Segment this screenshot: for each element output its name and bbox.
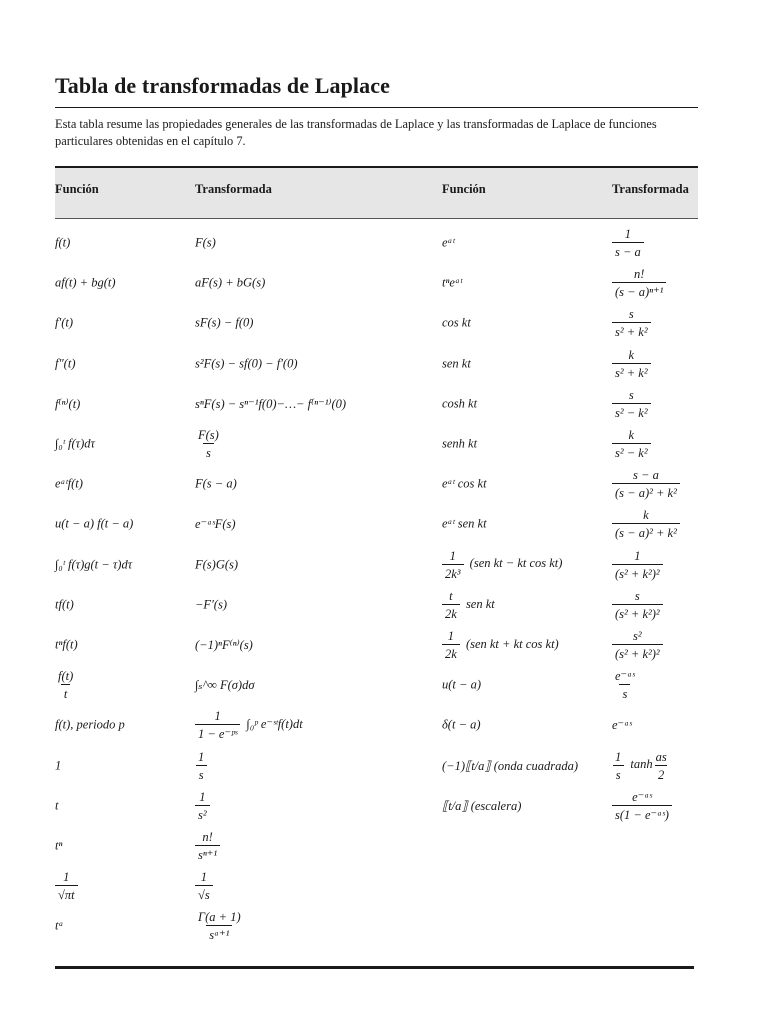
- left-function-14: [55, 798, 58, 813]
- right-function-8-fraction: [442, 549, 464, 581]
- right-function-12-text: δ(t − a): [442, 717, 481, 732]
- right-function-9-fraction: [442, 589, 460, 621]
- left-transform-7: [195, 516, 236, 532]
- right-transform-4-fraction-denominator: s² − k²: [612, 403, 651, 420]
- left-transform-12-fraction-denominator: 1 − e⁻ᵖˢ: [195, 724, 240, 741]
- right-function-9-fraction-denominator: 2k: [442, 604, 460, 621]
- left-function-11: [55, 669, 76, 701]
- left-function-16: [55, 870, 78, 902]
- left-transform-16-fraction-numerator: 1: [200, 870, 207, 885]
- right-function-9: [442, 589, 495, 621]
- left-function-2-text: f′(t): [55, 315, 74, 330]
- left-function-15-text: tⁿ: [55, 838, 63, 853]
- right-transform-9: [612, 589, 663, 621]
- right-function-9-tail: sen kt: [462, 596, 495, 611]
- right-transform-1-fraction-denominator: (s − a)ⁿ⁺¹: [612, 282, 666, 299]
- left-transform-15-fraction: [195, 830, 220, 862]
- left-transform-4: [195, 396, 346, 412]
- right-function-8-fraction-denominator: 2k³: [442, 564, 464, 581]
- right-transform-0-fraction-denominator: s − a: [612, 242, 644, 259]
- left-function-14-text: t: [55, 798, 59, 813]
- right-transform-11-fraction-denominator: s: [619, 684, 630, 701]
- left-function-17: [55, 919, 63, 934]
- left-transform-14-fraction: [195, 790, 210, 822]
- right-transform-13: [612, 750, 670, 782]
- right-transform-5-fraction: [612, 428, 651, 460]
- header-funcion-left: Función: [55, 182, 99, 196]
- right-transform-3-fraction-numerator: k: [628, 347, 635, 362]
- right-transform-12-text: e⁻ᵃˢ: [612, 718, 632, 733]
- left-function-10-text: tⁿf(t): [55, 637, 78, 652]
- right-transform-14-fraction: [612, 790, 672, 822]
- right-transform-13-tail: tanh: [627, 757, 653, 772]
- right-transform-9-fraction-numerator: s: [634, 588, 640, 603]
- right-function-8-fraction-numerator: 1: [449, 548, 456, 563]
- left-function-11-fraction-denominator: t: [61, 684, 70, 701]
- left-transform-9-text: −F′(s): [195, 597, 227, 612]
- left-function-6-text: eᵃᵗf(t): [55, 476, 83, 491]
- right-transform-2-fraction-numerator: s: [628, 307, 634, 322]
- right-function-14: [442, 798, 521, 814]
- right-transform-3-fraction-denominator: s² + k²: [612, 363, 651, 380]
- header-transformada-left: Transformada: [195, 182, 272, 196]
- left-function-16-fraction: [55, 870, 78, 902]
- left-transform-3-text: s²F(s) − sf(0) − f′(0): [195, 356, 298, 371]
- left-function-9-text: tf(t): [55, 597, 74, 612]
- right-transform-8: [612, 549, 663, 581]
- right-transform-5-fraction-numerator: k: [628, 428, 635, 442]
- right-transform-14-fraction-numerator: e⁻ᵃˢ: [632, 789, 652, 804]
- left-transform-13-fraction: [195, 750, 207, 782]
- right-transform-1: [612, 267, 666, 299]
- left-transform-2-text: sF(s) − f(0): [195, 315, 254, 330]
- left-transform-14-fraction-numerator: 1: [199, 789, 206, 804]
- left-function-13: [55, 758, 61, 773]
- right-function-4-text: cosh kt: [442, 396, 478, 411]
- right-transform-1-fraction-numerator: n!: [634, 267, 645, 282]
- right-transform-6: [612, 468, 680, 500]
- left-transform-0-text: F(s): [195, 235, 216, 250]
- right-transform-9-fraction: [612, 589, 663, 621]
- right-transform-2-fraction: [612, 307, 651, 339]
- left-transform-12-fraction: [195, 709, 240, 741]
- right-transform-4-fraction-numerator: s: [628, 387, 634, 402]
- right-function-6-text: eᵃᵗ cos kt: [442, 476, 487, 491]
- left-transform-6-text: F(s − a): [195, 476, 237, 491]
- right-function-9-fraction-numerator: t: [449, 588, 453, 603]
- left-transform-2: [195, 316, 253, 331]
- right-transform-2-fraction-denominator: s² + k²: [612, 322, 651, 339]
- left-function-2: [55, 316, 73, 331]
- right-transform-2: [612, 307, 651, 339]
- left-transform-6: [195, 477, 237, 492]
- right-transform-13-fraction: [612, 750, 624, 782]
- right-transform-13-fraction-denominator: s: [613, 765, 624, 782]
- right-transform-14: [612, 790, 672, 822]
- right-function-4: [442, 396, 477, 411]
- right-transform-14-fraction-denominator: s(1 − e⁻ᵃˢ): [612, 805, 672, 822]
- right-function-6: [442, 477, 487, 492]
- intro-paragraph: Esta tabla resume las propiedades generales de las transformadas de Laplace y las transformadas de Laplace de funciones particulares obtenidas en el capítulo 7.: [55, 117, 657, 148]
- left-transform-10: [195, 637, 253, 653]
- left-function-7-text: u(t − a) f(t − a): [55, 516, 134, 531]
- right-transform-10: [612, 629, 663, 661]
- left-transform-1-text: aF(s) + bG(s): [195, 275, 266, 290]
- header-transformada-right: Transformada: [612, 182, 689, 196]
- left-transform-5: [195, 428, 222, 460]
- bottom-rule: [55, 966, 694, 969]
- right-function-10-fraction-denominator: 2k: [442, 644, 460, 661]
- right-function-0: [442, 236, 455, 251]
- left-transform-8: [195, 557, 238, 572]
- left-function-8-text: ∫₀ᵗ f(τ)g(t − τ)dτ: [55, 557, 133, 572]
- right-transform-4: [612, 388, 651, 420]
- right-transform-8-fraction-numerator: 1: [634, 548, 641, 563]
- right-function-11-text: u(t − a): [442, 677, 481, 692]
- left-transform-17-fraction-numerator: Γ(a + 1): [198, 910, 241, 925]
- right-transform-6-fraction-denominator: (s − a)² + k²: [612, 483, 680, 500]
- right-function-2-text: cos kt: [442, 315, 471, 330]
- left-transform-15: [195, 830, 220, 862]
- header-funcion-right: Función: [442, 182, 486, 196]
- left-transform-5-fraction-denominator: s: [203, 443, 214, 460]
- left-transform-15-fraction-denominator: sⁿ⁺¹: [195, 845, 220, 862]
- left-function-1-text: af(t) + bg(t): [55, 275, 116, 290]
- left-transform-11: [195, 677, 255, 693]
- left-transform-14-fraction-denominator: s²: [195, 805, 210, 822]
- left-transform-12-tail: ∫₀ᵖ e⁻ˢᵗf(t)dt: [243, 717, 303, 732]
- right-transform-3: [612, 348, 651, 380]
- left-transform-0: [195, 236, 216, 251]
- left-function-1: [55, 276, 116, 291]
- left-function-12-text: f(t), periodo p: [55, 717, 125, 732]
- right-function-3: [442, 356, 471, 371]
- right-transform-4-fraction: [612, 388, 651, 420]
- left-function-6: [55, 477, 83, 492]
- left-transform-3: [195, 356, 298, 371]
- left-function-0: [55, 236, 70, 251]
- right-transform-8-fraction-denominator: (s² + k²)²: [612, 564, 663, 581]
- right-transform-0-fraction-numerator: 1: [624, 227, 632, 241]
- right-function-5: [442, 437, 477, 452]
- right-function-10-fraction: [442, 629, 460, 661]
- right-transform-11-fraction-numerator: e⁻ᵃˢ: [615, 669, 635, 684]
- table-header: [55, 166, 698, 219]
- right-function-13: [442, 758, 578, 774]
- left-transform-16-fraction: [195, 870, 213, 902]
- left-transform-7-text: e⁻ᵃˢF(s): [195, 517, 236, 532]
- right-transform-1-fraction: [612, 267, 666, 299]
- right-transform-7-fraction-denominator: (s − a)² + k²: [612, 523, 680, 540]
- left-function-7: [55, 517, 133, 532]
- left-transform-8-text: F(s)G(s): [195, 557, 239, 572]
- right-function-3-text: sen kt: [442, 356, 471, 371]
- right-function-5-text: senh kt: [442, 436, 478, 451]
- right-transform-10-fraction-denominator: (s² + k²)²: [612, 644, 663, 661]
- right-function-8: [442, 549, 562, 581]
- right-function-8-tail: (sen kt − kt cos kt): [466, 556, 563, 571]
- page-title: Tabla de transformadas de Laplace: [55, 73, 390, 98]
- left-transform-12-fraction-numerator: 1: [214, 709, 221, 724]
- left-function-3: [55, 356, 75, 371]
- right-transform-0: [612, 227, 644, 259]
- left-transform-12: [195, 709, 303, 741]
- left-function-5: [55, 437, 95, 452]
- right-transform-5-fraction-denominator: s² − k²: [612, 443, 651, 460]
- right-transform-11: [612, 669, 638, 701]
- left-transform-14: [195, 790, 210, 822]
- right-transform-9-fraction-denominator: (s² + k²)²: [612, 604, 663, 621]
- right-function-2: [442, 316, 471, 331]
- right-transform-10-fraction: [612, 629, 663, 661]
- right-transform-13-fraction-2: [653, 750, 670, 782]
- right-function-10-tail: (sen kt + kt cos kt): [462, 636, 559, 651]
- right-function-1: [442, 276, 462, 291]
- left-function-17-text: tᵃ: [55, 918, 64, 933]
- left-transform-17-fraction: [195, 910, 244, 942]
- right-transform-7-fraction-numerator: k: [643, 508, 649, 523]
- right-transform-12: [612, 717, 632, 733]
- right-function-13-text: (−1)⟦t/a⟧ (onda cuadrada): [442, 758, 579, 773]
- left-transform-1: [195, 276, 265, 291]
- left-transform-16-fraction-denominator: √s: [195, 885, 213, 902]
- left-function-10: [55, 638, 78, 653]
- right-function-7-text: eᵃᵗ sen kt: [442, 516, 487, 531]
- right-function-12: [442, 718, 481, 733]
- left-transform-4-text: sⁿF(s) − sⁿ⁻¹f(0)−…− f⁽ⁿ⁻¹⁾(0): [195, 396, 347, 411]
- right-transform-7: [612, 508, 680, 540]
- left-function-11-fraction-numerator: f(t): [58, 669, 74, 684]
- right-function-10: [442, 629, 559, 661]
- right-transform-8-fraction: [612, 549, 663, 581]
- left-function-3-text: f″(t): [55, 356, 76, 371]
- left-transform-9: [195, 597, 227, 612]
- left-function-0-text: f(t): [55, 235, 71, 250]
- right-transform-6-fraction: [612, 468, 680, 500]
- right-function-10-fraction-numerator: 1: [447, 629, 455, 643]
- left-transform-13-fraction-numerator: 1: [198, 749, 205, 764]
- left-function-12: [55, 718, 125, 733]
- right-transform-0-fraction: [612, 227, 644, 259]
- right-function-1-text: tⁿeᵃᵗ: [442, 275, 463, 290]
- left-transform-5-fraction-numerator: F(s): [198, 428, 219, 442]
- right-transform-13-fraction-2-numerator: as: [655, 749, 667, 764]
- right-transform-5: [612, 428, 651, 460]
- left-function-4: [55, 396, 80, 412]
- left-transform-15-fraction-numerator: n!: [202, 830, 213, 844]
- left-transform-17-fraction-denominator: sᵃ⁺¹: [206, 925, 232, 942]
- left-transform-11-text: ∫ₛ^∞ F(σ)dσ: [195, 678, 255, 693]
- left-transform-13-fraction-denominator: s: [196, 765, 207, 782]
- left-transform-16: [195, 870, 213, 902]
- left-transform-10-text: (−1)ⁿF⁽ⁿ⁾(s): [195, 638, 253, 652]
- right-transform-6-fraction-numerator: s − a: [633, 468, 659, 483]
- left-function-16-fraction-denominator: √πt: [55, 885, 78, 902]
- left-transform-13: [195, 750, 207, 782]
- right-transform-11-fraction: [612, 669, 638, 701]
- left-function-11-fraction: [55, 669, 76, 701]
- left-transform-5-fraction: [195, 428, 222, 460]
- left-function-4-text: f⁽ⁿ⁾(t): [55, 396, 81, 411]
- right-function-14-text: ⟦t/a⟧ (escalera): [442, 798, 522, 813]
- right-function-7: [442, 517, 487, 532]
- left-transform-17: [195, 910, 244, 942]
- left-function-8: [55, 557, 132, 572]
- right-transform-10-fraction-numerator: s²: [633, 629, 642, 643]
- right-transform-13-fraction-2-denominator: 2: [655, 765, 667, 782]
- left-function-5-text: ∫₀ᵗ f(τ)dτ: [55, 436, 95, 451]
- left-function-9: [55, 597, 74, 612]
- right-transform-13-fraction-numerator: 1: [615, 749, 622, 764]
- right-transform-3-fraction: [612, 348, 651, 380]
- right-function-0-text: eᵃᵗ: [442, 235, 455, 250]
- right-function-11: [442, 678, 481, 693]
- left-function-15: [55, 839, 62, 854]
- left-function-13-text: 1: [55, 758, 62, 773]
- title-rule: [55, 107, 698, 108]
- right-transform-7-fraction: [612, 508, 680, 540]
- left-function-16-fraction-numerator: 1: [63, 870, 70, 885]
